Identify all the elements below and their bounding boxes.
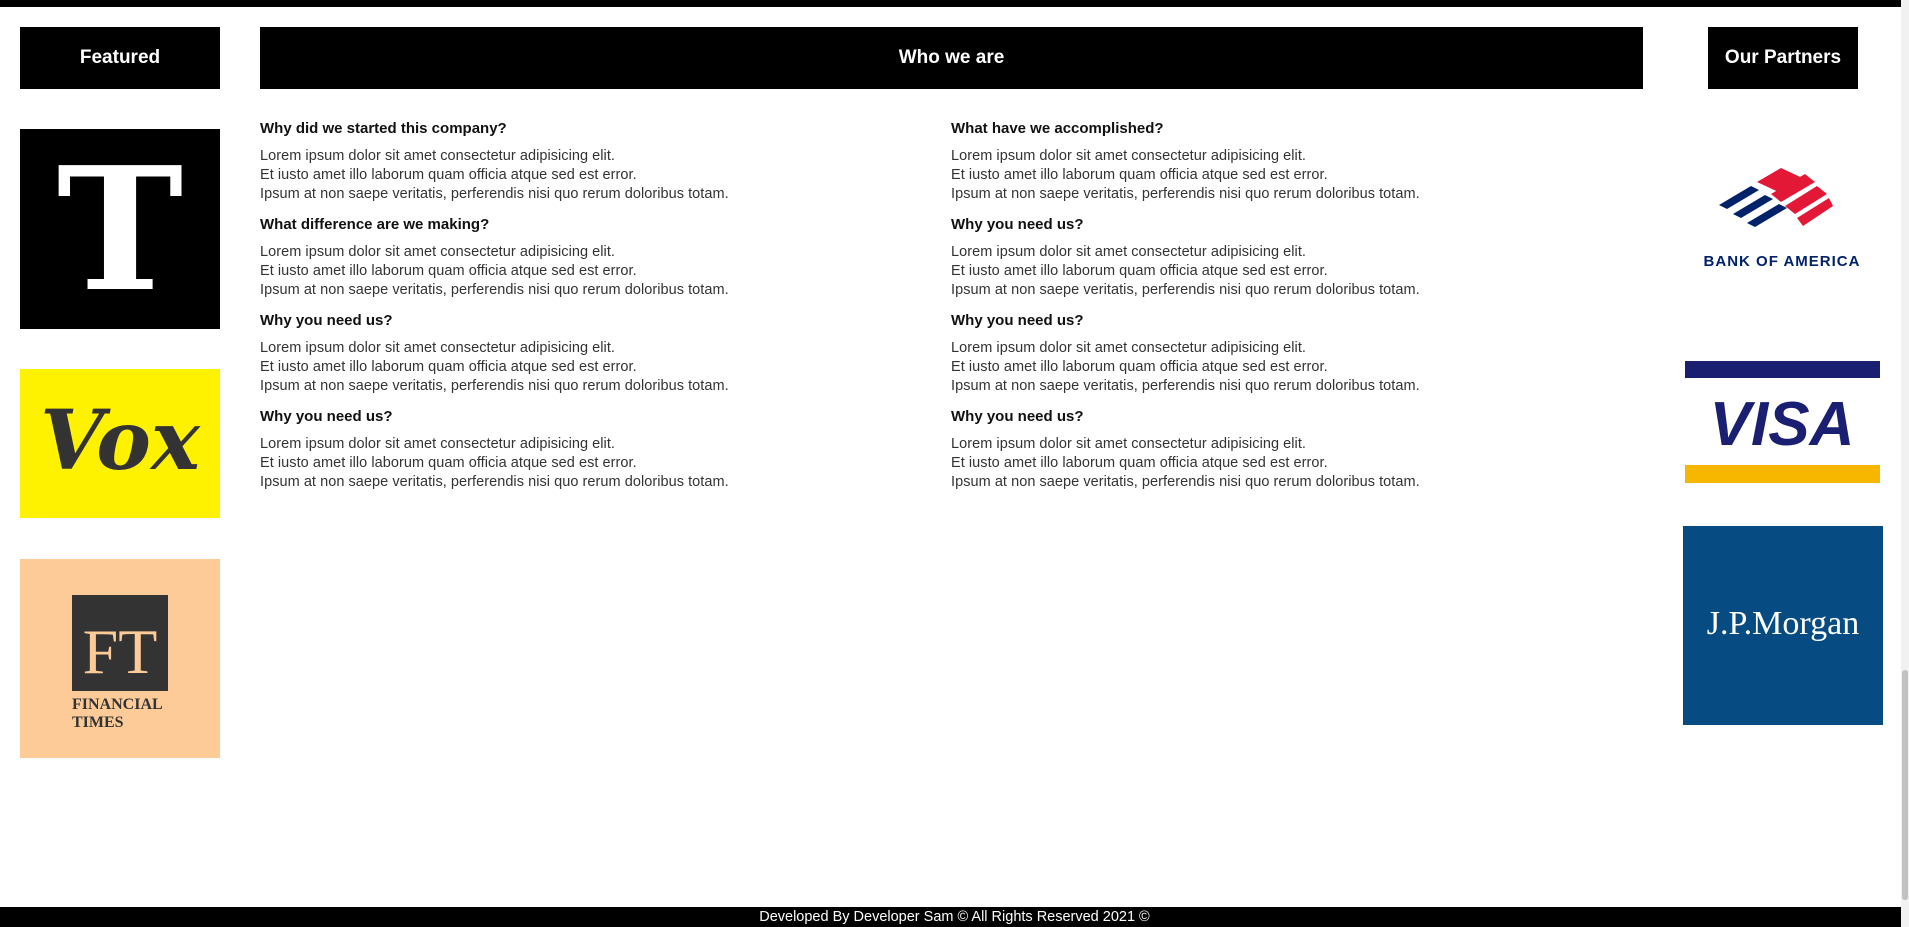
qa-line: Lorem ipsum dolor sit amet consectetur adipisicing elit. (951, 244, 1306, 260)
qa-question: Why you need us? (951, 408, 1084, 425)
footer (0, 907, 1909, 927)
qa-item (260, 215, 940, 311)
qa-line: Ipsum at non saepe veritatis, perferendis nisi quo rerum doloribus totam. (951, 282, 1420, 298)
nyt-glyph: T (56, 130, 184, 329)
qa-line: Ipsum at non saepe veritatis, perferendis nisi quo rerum doloribus totam. (260, 282, 729, 298)
qa-question: Why you need us? (951, 216, 1084, 233)
vox-logo (20, 369, 220, 518)
qa-line: Et iusto amet illo laborum quam officia atque sed est error. (260, 455, 637, 471)
bank-of-america-logo (1685, 160, 1880, 280)
qa-line: Lorem ipsum dolor sit amet consectetur adipisicing elit. (260, 148, 615, 164)
qa-line: Lorem ipsum dolor sit amet consectetur adipisicing elit. (951, 436, 1306, 452)
qa-line: Et iusto amet illo laborum quam officia atque sed est error. (951, 455, 1328, 471)
qa-column-right (951, 119, 1631, 503)
qa-line: Et iusto amet illo laborum quam officia atque sed est error. (951, 167, 1328, 183)
footer-text: Developed By Developer Sam © All Rights Reserved 2021 © (759, 909, 1150, 925)
page-scrollbar[interactable] (1901, 0, 1909, 927)
qa-column-left (260, 119, 940, 503)
qa-line: Ipsum at non saepe veritatis, perferendis nisi quo rerum doloribus totam. (260, 186, 729, 202)
qa-question: Why you need us? (260, 312, 393, 329)
qa-item (951, 311, 1631, 407)
ft-line1: FINANCIAL (72, 696, 163, 713)
top-bar (0, 0, 1909, 7)
qa-item (260, 311, 940, 407)
qa-item (951, 119, 1631, 215)
qa-line: Lorem ipsum dolor sit amet consectetur adipisicing elit. (260, 436, 615, 452)
jpm-wordmark: J.P.Morgan (1706, 605, 1860, 642)
qa-item (951, 407, 1631, 503)
visa-wordmark: VISA (1709, 390, 1855, 459)
who-we-are-header (260, 27, 1643, 89)
ft-logo (20, 559, 220, 758)
qa-question: Why you need us? (951, 312, 1084, 329)
qa-line: Et iusto amet illo laborum quam officia atque sed est error. (260, 167, 637, 183)
featured-title: Featured (79, 47, 161, 68)
boa-wordmark: BANK OF AMERICA (1703, 253, 1861, 270)
qa-line: Et iusto amet illo laborum quam officia atque sed est error. (951, 359, 1328, 375)
qa-line: Et iusto amet illo laborum quam officia atque sed est error. (260, 359, 637, 375)
qa-item (951, 215, 1631, 311)
qa-line: Et iusto amet illo laborum quam officia atque sed est error. (260, 263, 637, 279)
qa-line: Lorem ipsum dolor sit amet consectetur adipisicing elit. (951, 148, 1306, 164)
qa-line: Ipsum at non saepe veritatis, perferendis nisi quo rerum doloribus totam. (260, 378, 729, 394)
who-we-are-title: Who we are (898, 47, 1005, 68)
ft-monogram: FT (82, 616, 158, 687)
qa-line: Ipsum at non saepe veritatis, perferendis nisi quo rerum doloribus totam. (951, 474, 1420, 490)
partners-title: Our Partners (1724, 47, 1842, 68)
qa-line: Lorem ipsum dolor sit amet consectetur adipisicing elit. (951, 340, 1306, 356)
partners-header (1708, 27, 1858, 89)
qa-item (260, 407, 940, 503)
qa-item (260, 119, 940, 215)
scrollbar-thumb[interactable] (1902, 670, 1908, 900)
qa-question: Why did we started this company? (260, 120, 507, 137)
vox-wordmark: Vox (40, 393, 200, 489)
qa-line: Lorem ipsum dolor sit amet consectetur adipisicing elit. (260, 244, 615, 260)
jp-morgan-logo (1683, 526, 1883, 725)
featured-header (20, 27, 220, 89)
qa-line: Lorem ipsum dolor sit amet consectetur adipisicing elit. (260, 340, 615, 356)
ft-line2: TIMES (72, 714, 124, 731)
qa-question: Why you need us? (260, 408, 393, 425)
visa-logo (1685, 361, 1880, 483)
qa-line: Et iusto amet illo laborum quam officia atque sed est error. (951, 263, 1328, 279)
qa-line: Ipsum at non saepe veritatis, perferendis nisi quo rerum doloribus totam. (951, 186, 1420, 202)
qa-line: Ipsum at non saepe veritatis, perferendis nisi quo rerum doloribus totam. (260, 474, 729, 490)
qa-question: What difference are we making? (260, 216, 490, 233)
nyt-logo (20, 129, 220, 329)
qa-question: What have we accomplished? (951, 120, 1164, 137)
qa-line: Ipsum at non saepe veritatis, perferendis nisi quo rerum doloribus totam. (951, 378, 1420, 394)
